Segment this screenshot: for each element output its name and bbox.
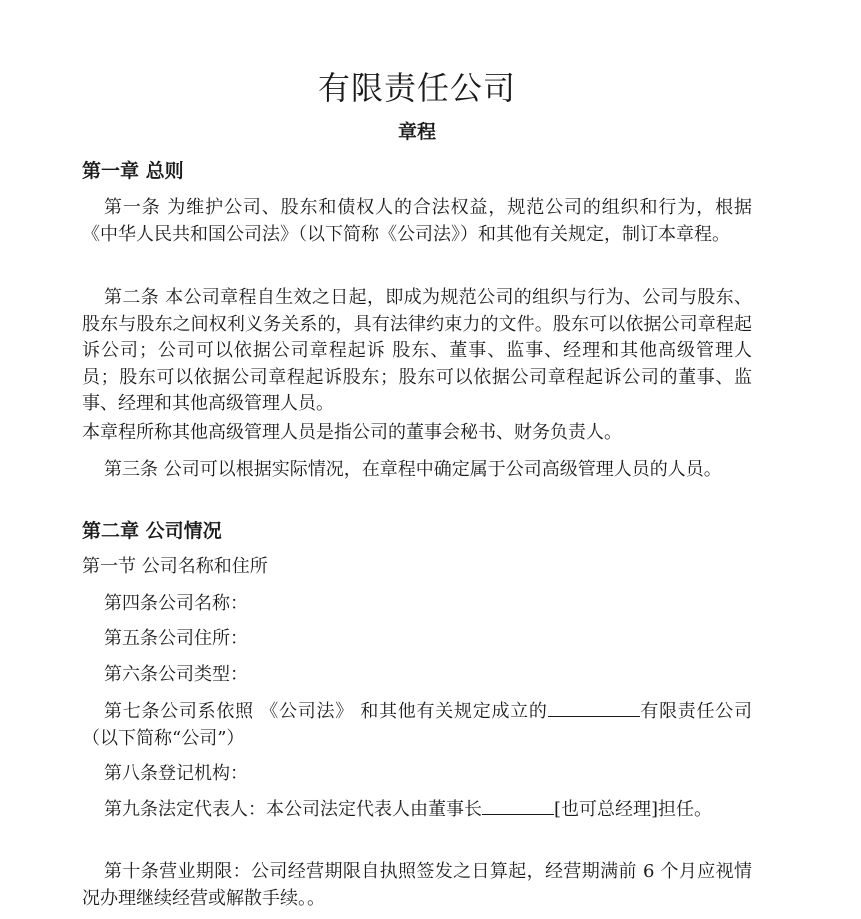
article-7-text-end: 有限责任公司 （以下简称“公司”） — [82, 701, 752, 749]
article-7-text-start: 第七条公司系依照 《公司法》 和其他有关规定成立的 — [104, 701, 548, 722]
article-9-text-end: [也可总经理]担任。 — [554, 799, 713, 820]
document-subtitle: 章程 — [397, 121, 436, 143]
chapter-1-heading: 第一章 总则 — [82, 160, 184, 182]
article-10: 第十条营业期限：公司经营期限自执照签发之日算起，经营期满前 6 个月应视情况办理继续经营或解散手续。。 — [82, 861, 752, 909]
company-name-blank — [548, 698, 640, 717]
representative-blank — [482, 796, 554, 815]
article-8: 第八条登记机构： — [104, 763, 248, 784]
chapter-2-heading: 第二章 公司情况 — [82, 520, 222, 542]
article-9-text-start: 第九条法定代表人：本公司法定代表人由董事长 — [104, 799, 482, 820]
article-3: 第三条 公司可以根据实际情况，在章程中确定属于公司高级管理人员的人员。 — [104, 459, 722, 480]
article-5: 第五条公司住所： — [104, 628, 248, 649]
section-1-heading: 第一节 公司名称和住所 — [82, 556, 268, 577]
article-1: 第一条 为维护公司、股东和债权人的合法权益，规范公司的组织和行为，根据《中华人民共和国公司法》（以下简称《公司法》）和其他有关规定，制订本章程。 — [82, 197, 752, 245]
document-title: 有限责任公司 — [317, 69, 516, 107]
article-6: 第六条公司类型： — [104, 664, 248, 685]
article-2: 第二条 本公司章程自生效之日起，即成为规范公司的组织与行为、公司与股东、股东与股东之间权利义务关系的，具有法律约束力的文件。股东可以依据公司章程起诉公司；公司可以依据公司章程起诉 股东、董事、监事、经理和其他高级管理人员；股东可以依据公司章程起诉股东；股东可以依据公司章程起诉公司的董事、监事、经理和其他高级管理人员。 — [82, 287, 752, 414]
article-2-note: 本章程所称其他高级管理人员是指公司的董事会秘书、财务负责人。 — [82, 422, 622, 443]
article-4: 第四条公司名称： — [104, 593, 248, 614]
article-9 — [82, 796, 752, 824]
article-7 — [82, 698, 752, 752]
